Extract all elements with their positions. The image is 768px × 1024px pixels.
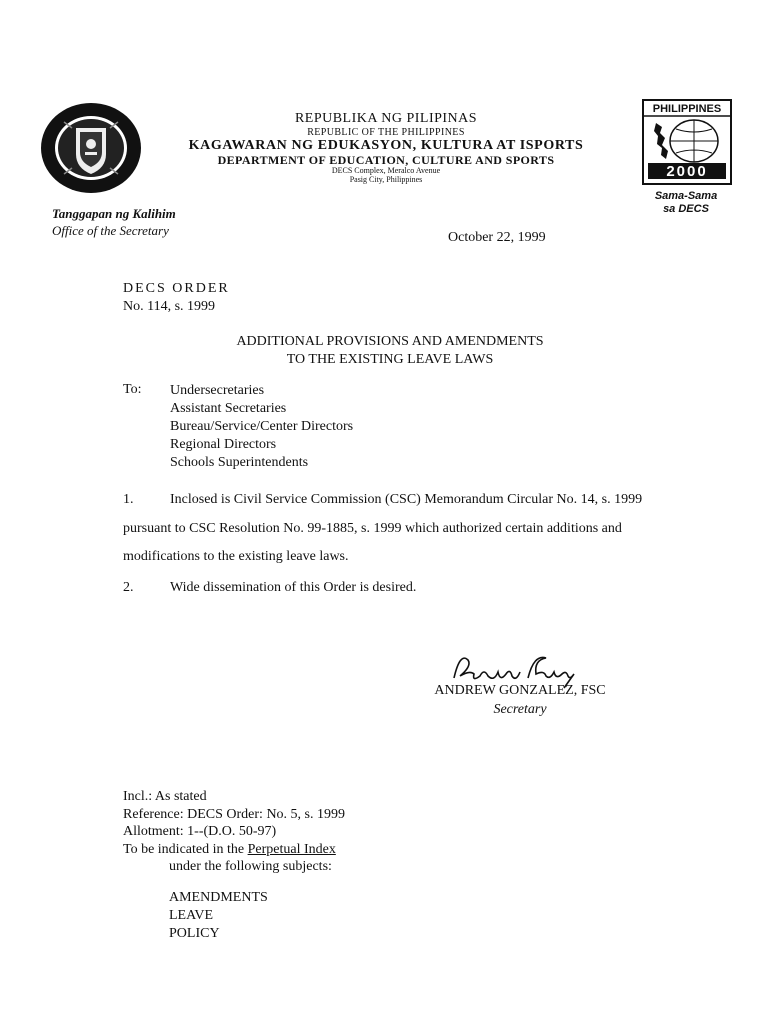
recipient-item: Schools Superintendents	[170, 455, 309, 470]
recipient-item: Regional Directors	[170, 437, 277, 452]
subject-item: LEAVE	[169, 908, 214, 923]
philippines-2000-logo-icon	[642, 99, 732, 185]
logo-label: PHILIPPINES	[652, 103, 722, 115]
department-english: DEPARTMENT OF EDUCATION, CULTURE AND SPORTS	[217, 152, 555, 167]
paragraph-text: Wide dissemination of this Order is desired.	[170, 580, 417, 595]
subject-line-1: ADDITIONAL PROVISIONS AND AMENDMENTS	[236, 334, 544, 349]
office-english: Office of the Secretary	[52, 222, 169, 238]
to-label: To:	[123, 382, 142, 397]
order-number: No. 114, s. 1999	[123, 299, 216, 315]
order-heading	[123, 280, 230, 316]
office-filipino: Tanggapan ng Kalihim	[52, 206, 176, 221]
subject-item: AMENDMENTS	[169, 890, 268, 905]
signatory-block	[420, 682, 620, 720]
paragraph-1	[123, 486, 663, 572]
recipient-item: Assistant Secretaries	[170, 401, 287, 416]
document-date: October 22, 1999	[448, 230, 546, 245]
office-block	[52, 206, 176, 240]
paragraph-number: 1.	[123, 492, 134, 507]
footer-notes	[123, 788, 345, 876]
allotment-note: Allotment: 1--(D.O. 50-97)	[123, 824, 277, 839]
inclosure-note: Incl.: As stated	[123, 789, 207, 804]
slogan	[636, 190, 736, 215]
slogan-line-2: sa DECS	[663, 202, 709, 215]
recipient-item: Undersecretaries	[170, 383, 265, 398]
letterhead	[150, 111, 622, 185]
signatory-name: ANDREW GONZALEZ, FSC	[434, 683, 606, 698]
logo-year: 2000	[666, 163, 708, 180]
address-line-1: DECS Complex, Meralco Avenue	[331, 165, 441, 175]
republic-filipino: REPUBLIKA NG PILIPINAS	[294, 111, 478, 126]
signatory-position: Secretary	[493, 701, 547, 717]
recipient-list	[170, 382, 353, 472]
paragraph-number: 2.	[123, 580, 134, 595]
paragraph-text: Inclosed is Civil Service Commission (CSC) Memorandum Circular No. 14, s. 1999 pursuant to CSC Resolution No. 99-1885, s. 1999 which authorized certain additions and modifications to the existing leave laws.	[123, 492, 643, 564]
order-title: DECS ORDER	[123, 281, 230, 296]
recipient-item: Bureau/Service/Center Directors	[170, 419, 354, 434]
subject-title	[150, 333, 630, 369]
slogan-line-1: Sama-Sama	[654, 190, 718, 202]
perpetual-index-note	[123, 841, 345, 859]
department-filipino: KAGAWARAN NG EDUKASYON, KULTURA AT ISPORTS	[188, 137, 584, 153]
perpetual-prefix: To be indicated in the	[123, 841, 248, 857]
subject-item: POLICY	[169, 926, 220, 941]
subject-line-2: TO THE EXISTING LEAVE LAWS	[286, 352, 494, 368]
paragraph-2	[123, 580, 416, 596]
address-line-2: Pasig City, Philippines	[349, 174, 423, 184]
republic-english: REPUBLIC OF THE PHILIPPINES	[307, 126, 465, 138]
decs-seal-icon	[40, 102, 142, 194]
subject-list	[169, 889, 268, 943]
perpetual-index-label: Perpetual Index	[247, 841, 336, 857]
subjects-intro: under the following subjects:	[169, 859, 332, 874]
reference-note: Reference: DECS Order: No. 5, s. 1999	[123, 806, 346, 822]
